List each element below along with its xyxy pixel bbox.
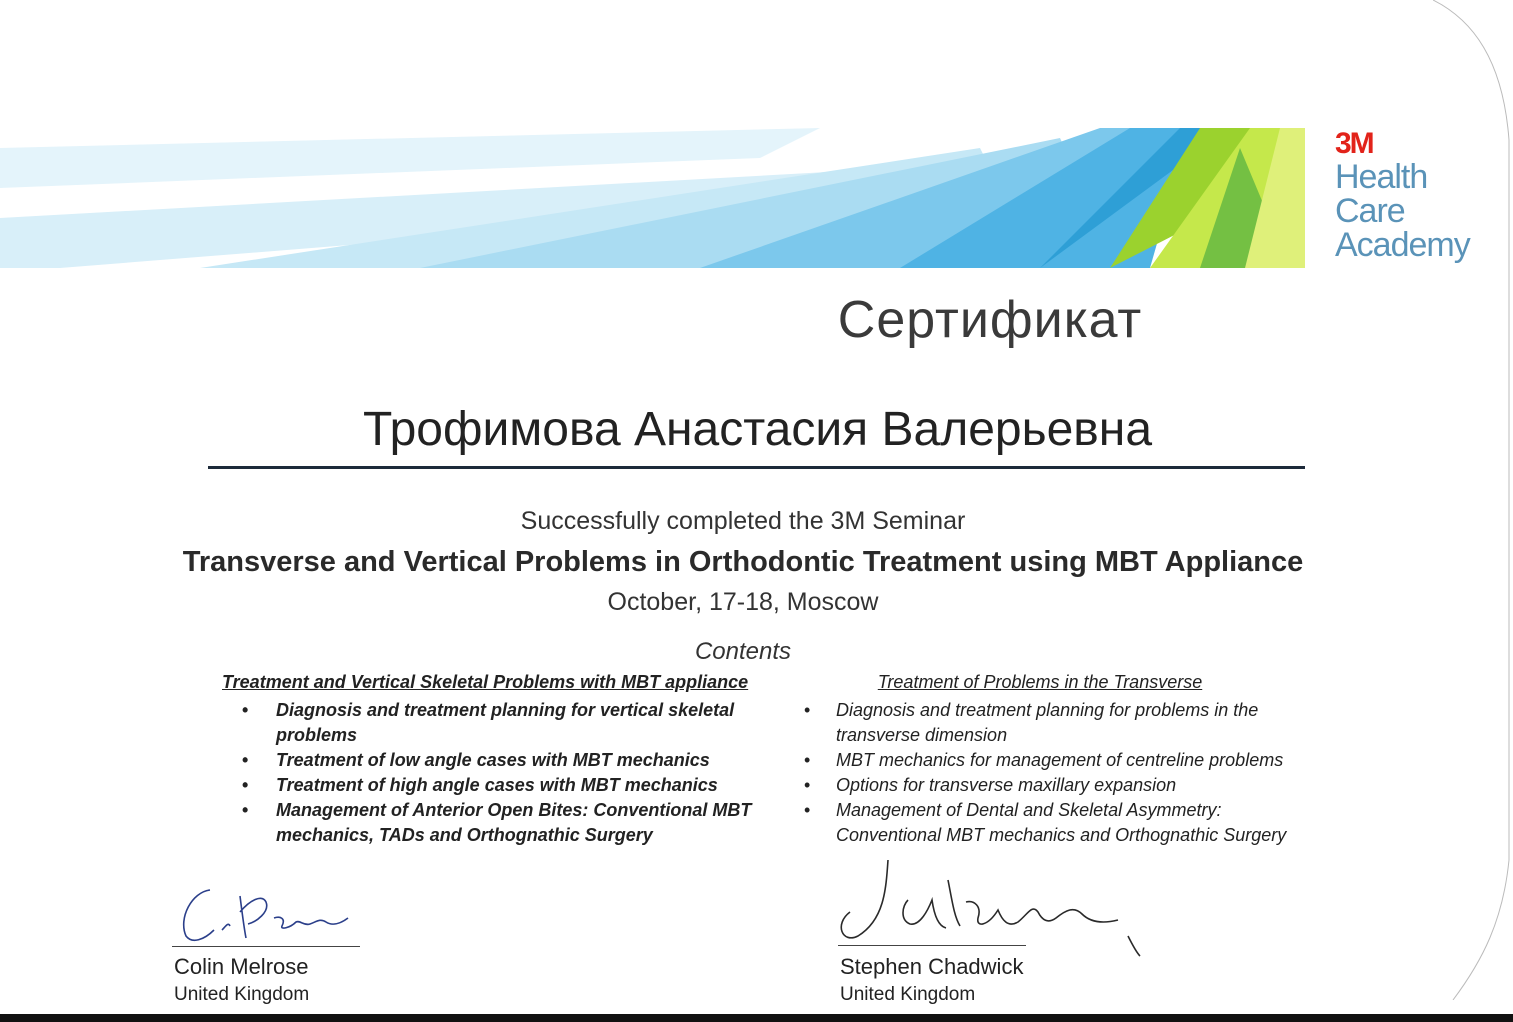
certificate-title: Сертификат [837,291,1143,349]
list-item: • Options for transverse maxillary expansion [800,773,1300,798]
logo-line-care: Care [1335,192,1405,230]
scan-bottom-edge [0,1014,1513,1022]
signature-line [838,945,1026,946]
paper-edge [1433,0,1513,1000]
signatory-name: Colin Melrose [174,954,309,979]
brand-mark: 3M [1335,127,1373,160]
left-column-list [222,698,762,848]
signature-chadwick [828,840,1148,970]
completed-text: Successfully completed the 3M Seminar [520,507,966,535]
signature-melrose [170,878,370,950]
logo-line-academy: Academy [1335,226,1470,264]
list-item: • Management of Anterior Open Bites: Conventional MBT mechanics, TADs and Orthognathic Surgery [222,798,762,848]
date-place: October, 17-18, Moscow [607,588,879,616]
seminar-title: Transverse and Vertical Problems in Orthodontic Treatment using MBT Appliance [182,546,1304,578]
list-item: • Treatment of low angle cases with MBT mechanics [222,748,762,773]
signatory-melrose [174,954,309,1006]
left-column-heading: Treatment and Vertical Skeletal Problems with MBT appliance [222,672,749,692]
signature-line [172,946,360,947]
right-column-list [800,698,1300,848]
list-item: • Diagnosis and treatment planning for vertical skeletal problems [222,698,762,748]
signatory-country: United Kingdom [174,984,310,1005]
list-item: • Treatment of high angle cases with MBT mechanics [222,773,762,798]
contents-left-column [222,670,762,848]
list-item: • Management of Dental and Skeletal Asymmetry: Conventional MBT mechanics and Orthognathic Surgery [800,798,1300,848]
recipient-underline [208,466,1305,469]
contents-right-column [800,670,1300,848]
right-column-heading: Treatment of Problems in the Transverse [877,672,1203,692]
recipient-name: Трофимова Анастасия Валерьевна [362,403,1153,456]
signatory-country: United Kingdom [840,984,976,1005]
decorative-banner [0,128,1305,268]
list-item: • MBT mechanics for management of centreline problems [800,748,1300,773]
logo-line-health: Health [1335,158,1428,196]
list-item: • Diagnosis and treatment planning for problems in the transverse dimension [800,698,1300,748]
signatory-chadwick [840,954,1023,1006]
signatory-name: Stephen Chadwick [840,954,1024,979]
contents-label: Contents [694,638,792,665]
